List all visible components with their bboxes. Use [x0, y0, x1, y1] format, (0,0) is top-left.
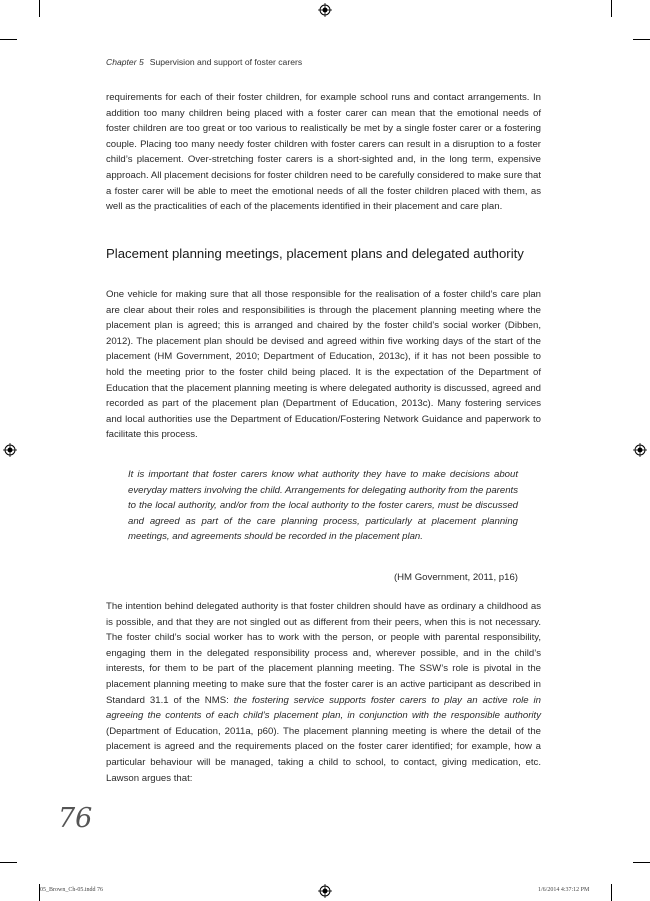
crop-mark [611, 0, 612, 17]
paragraph-text-part: The intention behind delegated authority is that foster children should have as ordinary a childhood as is possible, and that they are not singled out as different from their peers, when this is not necessary. The foster child’s social worker has to work with the person, or people with parental responsibility, engaging them in the delegated responsibility process and, wherever possible, and in the child’s interests, for them to be part of the placement planning meeting. The SSW’s role is pivotal in the placement planning meeting to make sure that the foster carer is an active participant as described in Standard 31.1 of the NMS: [106, 601, 541, 706]
nms-standard-quote: the fostering service supports foster carers to play an active role in agreeing the contents of each child’s placement plan, in conjunction with the responsible authority [106, 694, 541, 722]
crop-mark [633, 862, 650, 863]
slug-timestamp: 1/6/2014 4:37:12 PM [538, 887, 590, 893]
section-heading: Placement planning meetings, placement plans and delegated authority [106, 246, 524, 261]
crop-mark [0, 862, 17, 863]
crop-mark [633, 39, 650, 40]
chapter-label: Chapter 5 [106, 57, 144, 67]
crop-mark [611, 884, 612, 901]
paragraph-text-part: (Department of Education, 2011a, p60). The placement planning meeting is where the detail of the placement is agreed and the requirements placed on the foster carer identified; for example, how a particular behaviour will be managed, taking a child to school, to contact, giving medication, etc. Lawson argues that: [106, 725, 541, 784]
registration-mark-icon [633, 443, 647, 457]
paragraph-text: requirements for each of their foster children, for example school runs and contact arrangements. In addition too many children being placed with a foster carer can mean that the emotional needs of foster children are too great or too various to realistically be met by a single foster carer or a fostering couple. Placing too many needy foster children with foster carers can result in a disruption to a foster child’s placement. Over-stretching foster carers is a short-sighted and, in the long term, expensive approach. All placement decisions for foster children need to be carefully considered to make sure that a foster carer will be able to meet the emotional needs of all the foster children placed with them, as well as the practicalities of each of the placements identified in their placement and care plan. [106, 92, 541, 213]
crop-mark [0, 39, 17, 40]
page-number: 76 [58, 803, 93, 834]
registration-mark-icon [318, 3, 332, 17]
registration-mark-icon [3, 443, 17, 457]
paragraph-text: One vehicle for making sure that all those responsible for the realisation of a foster child’s care plan are clear about their roles and responsibilities is through the placement planning meeting where the placement plan is agreed; this is arranged and chaired by the foster child’s social worker (Dibben, 2012). The placement plan should be devised and agreed within five working days of the start of the placement (HM Government, 2010; Department of Education, 2013c), if it has not been possible to hold the meeting prior to the foster child being placed. It is the expectation of the Department of Education that the placement planning meeting is where delegated authority is discussed, agreed and recorded as part of the placement plan (Department of Education, 2013c). Many fostering services and local authorities use the Department of Education/Fostering Network Guidance and paperwork to facilitate this process. [106, 289, 541, 441]
registration-mark-icon [318, 884, 332, 898]
slug-filename: 05_Brown_Ch-05.indd 76 [40, 887, 103, 893]
body-paragraph [106, 90, 541, 215]
quote-text: It is important that foster carers know what authority they have to make decisions about everyday matters involving the child. Arrangements for delegating authority from the parents to the local authority, and/or from the local authority to the foster carers, must be discussed and agreed as part of the care planning process, particularly at placement planning meetings, and agreements should be recorded in the placement plan. [128, 469, 518, 543]
paragraph-text [106, 599, 541, 786]
body-paragraph [106, 287, 541, 443]
body-paragraph [106, 599, 541, 786]
block-quote [128, 467, 518, 583]
chapter-title: Supervision and support of foster carers [149, 57, 303, 67]
quote-citation: (HM Government, 2011, p16) [393, 572, 518, 583]
crop-mark [39, 0, 40, 17]
running-header [106, 57, 302, 67]
